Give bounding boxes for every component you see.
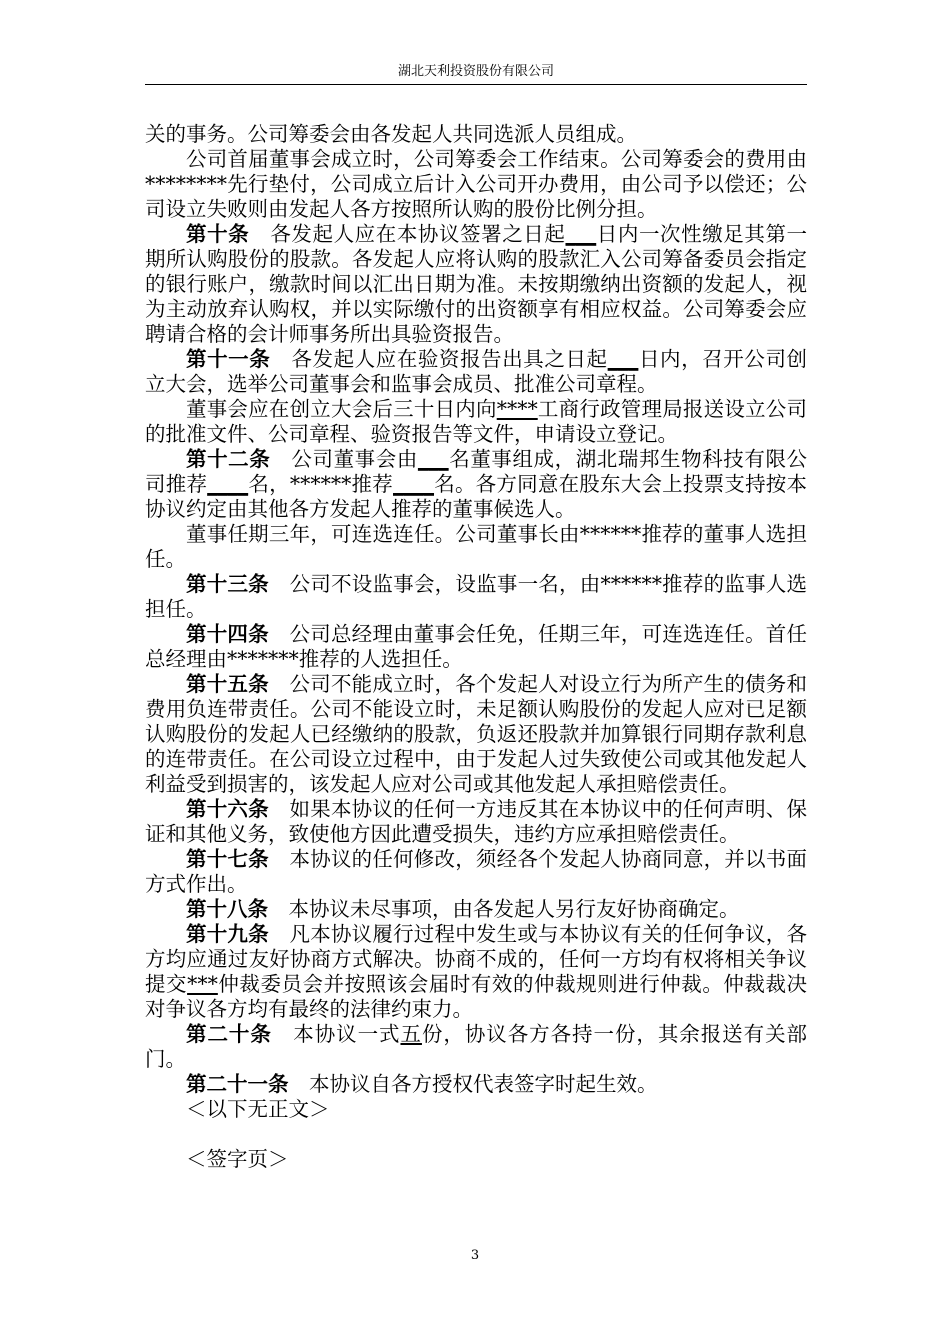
article-title: 第十六条 <box>186 797 269 821</box>
spacer <box>145 1122 807 1147</box>
blank-field: *** <box>187 972 218 996</box>
blank-field: 五 <box>400 1022 422 1046</box>
page-header: 湖北天利投资股份有限公司 <box>397 64 554 79</box>
article-title: 第二十条 <box>186 1022 272 1046</box>
article-18: 第十八条 本协议未尽事项，由各发起人另行友好协商确定。 <box>186 897 740 921</box>
article-11-registration: 董事会应在创立大会后三十日内向****工商行政管理局报送设立公司的批准文件、公司章程、验资报告等文件，申请设立登记。 <box>145 397 808 446</box>
article-21: 第二十一条 本协议自各方授权代表签字时起生效。 <box>186 1072 658 1096</box>
article-17: 第十七条 本协议的任何修改，须经各个发起人协商同意，并以书面方式作出。 <box>145 847 808 896</box>
article-title: 第十七条 <box>186 847 269 871</box>
article-16: 第十六条 如果本协议的任何一方违反其在本协议中的任何声明、保证和其他义务，致使他方因此遭受损失，违约方应承担赔偿责任。 <box>145 797 808 846</box>
blank-field: ___ <box>565 222 597 246</box>
blank-field: ___ <box>417 447 449 471</box>
header-divider <box>145 84 807 85</box>
article-19: 第十九条 凡本协议履行过程中发生或与本协议有关的任何争议，各方均应通过友好协商方式解决。协商不成的，任何一方均有权将相关争议提交***仲裁委员会并按照该会届时有效的仲裁规则进行仲裁。仲裁裁决对争议各方均有最终的法律约束力。 <box>145 922 808 1021</box>
article-title: 第十一条 <box>186 347 271 371</box>
page-number: 3 <box>470 1248 480 1263</box>
blank-field: ____ <box>393 472 435 496</box>
article-title: 第十二条 <box>186 447 271 471</box>
article-20: 第二十条 本协议一式五份，协议各方各持一份，其余报送有关部门。 <box>145 1022 808 1071</box>
article-13: 第十三条 公司不设监事会，设监事一名，由******推荐的监事人选担任。 <box>145 572 808 621</box>
article-title: 第十条 <box>186 222 250 246</box>
article-title: 第十四条 <box>186 622 269 646</box>
article-11: 第十一条 各发起人应在验资报告出具之日起___日内，召开公司创立大会，选举公司董事会和监事会成员、批准公司章程。 <box>145 347 808 396</box>
article-title: 第十九条 <box>186 922 269 946</box>
article-title: 第十五条 <box>186 672 269 696</box>
article-12-term: 董事任期三年，可连选连任。公司董事长由******推荐的董事人选担任。 <box>145 522 807 571</box>
paragraph-continuation: 关的事务。公司筹委会由各发起人共同选派人员组成。 <box>145 122 637 146</box>
paragraph-expenses: 公司首届董事会成立时，公司筹委会工作结束。公司筹委会的费用由********先行垫付，公司成立后计入公司开办费用，由公司予以偿还；公司设立失败则由发起人各方按照所认购的股份比例分担。 <box>145 147 807 221</box>
article-14: 第十四条 公司总经理由董事会任免，任期三年，可连选连任。首任总经理由*******推荐的人选担任。 <box>145 622 808 671</box>
article-title: 第十八条 <box>186 897 268 921</box>
blank-field: **** <box>496 397 538 421</box>
blank-field: ____ <box>207 472 249 496</box>
article-12: 第十二条 公司董事会由___名董事组成，湖北瑞邦生物科技有限公司推荐____名，******推荐____名。各方同意在股东大会上投票支持按本协议约定由其他各方发起人推荐的董事候选人。 <box>145 447 808 521</box>
article-15: 第十五条 公司不能成立时，各个发起人对设立行为所产生的债务和费用负连带责任。公司不能设立时，未足额认购股份的发起人应对已足额认购股份的发起人已经缴纳的股款，负返还股款并加算银行同期存款利息的连带责任。在公司设立过程中，由于发起人过失致使公司或其他发起人利益受到损害的，该发起人应对公司或其他发起人承担赔偿责任。 <box>145 672 808 796</box>
document-body <box>145 122 807 1172</box>
blank-field: ___ <box>607 347 639 371</box>
article-10: 第十条 各发起人应在本协议签署之日起___日内一次性缴足其第一期所认购股份的股款。各发起人应将认购的股款汇入公司筹备委员会指定的银行账户，缴款时间以汇出日期为准。未按期缴纳出资额的发起人，视为主动放弃认购权，并以实际缴付的出资额享有相应权益。公司筹委会应聘请合格的会计师事务所出具验资报告。 <box>145 222 808 346</box>
article-title: 第十三条 <box>186 572 269 596</box>
signature-page-note: ＜签字页＞ <box>186 1147 289 1171</box>
end-note: ＜以下无正文＞ <box>186 1097 330 1121</box>
article-title: 第二十一条 <box>186 1072 289 1096</box>
